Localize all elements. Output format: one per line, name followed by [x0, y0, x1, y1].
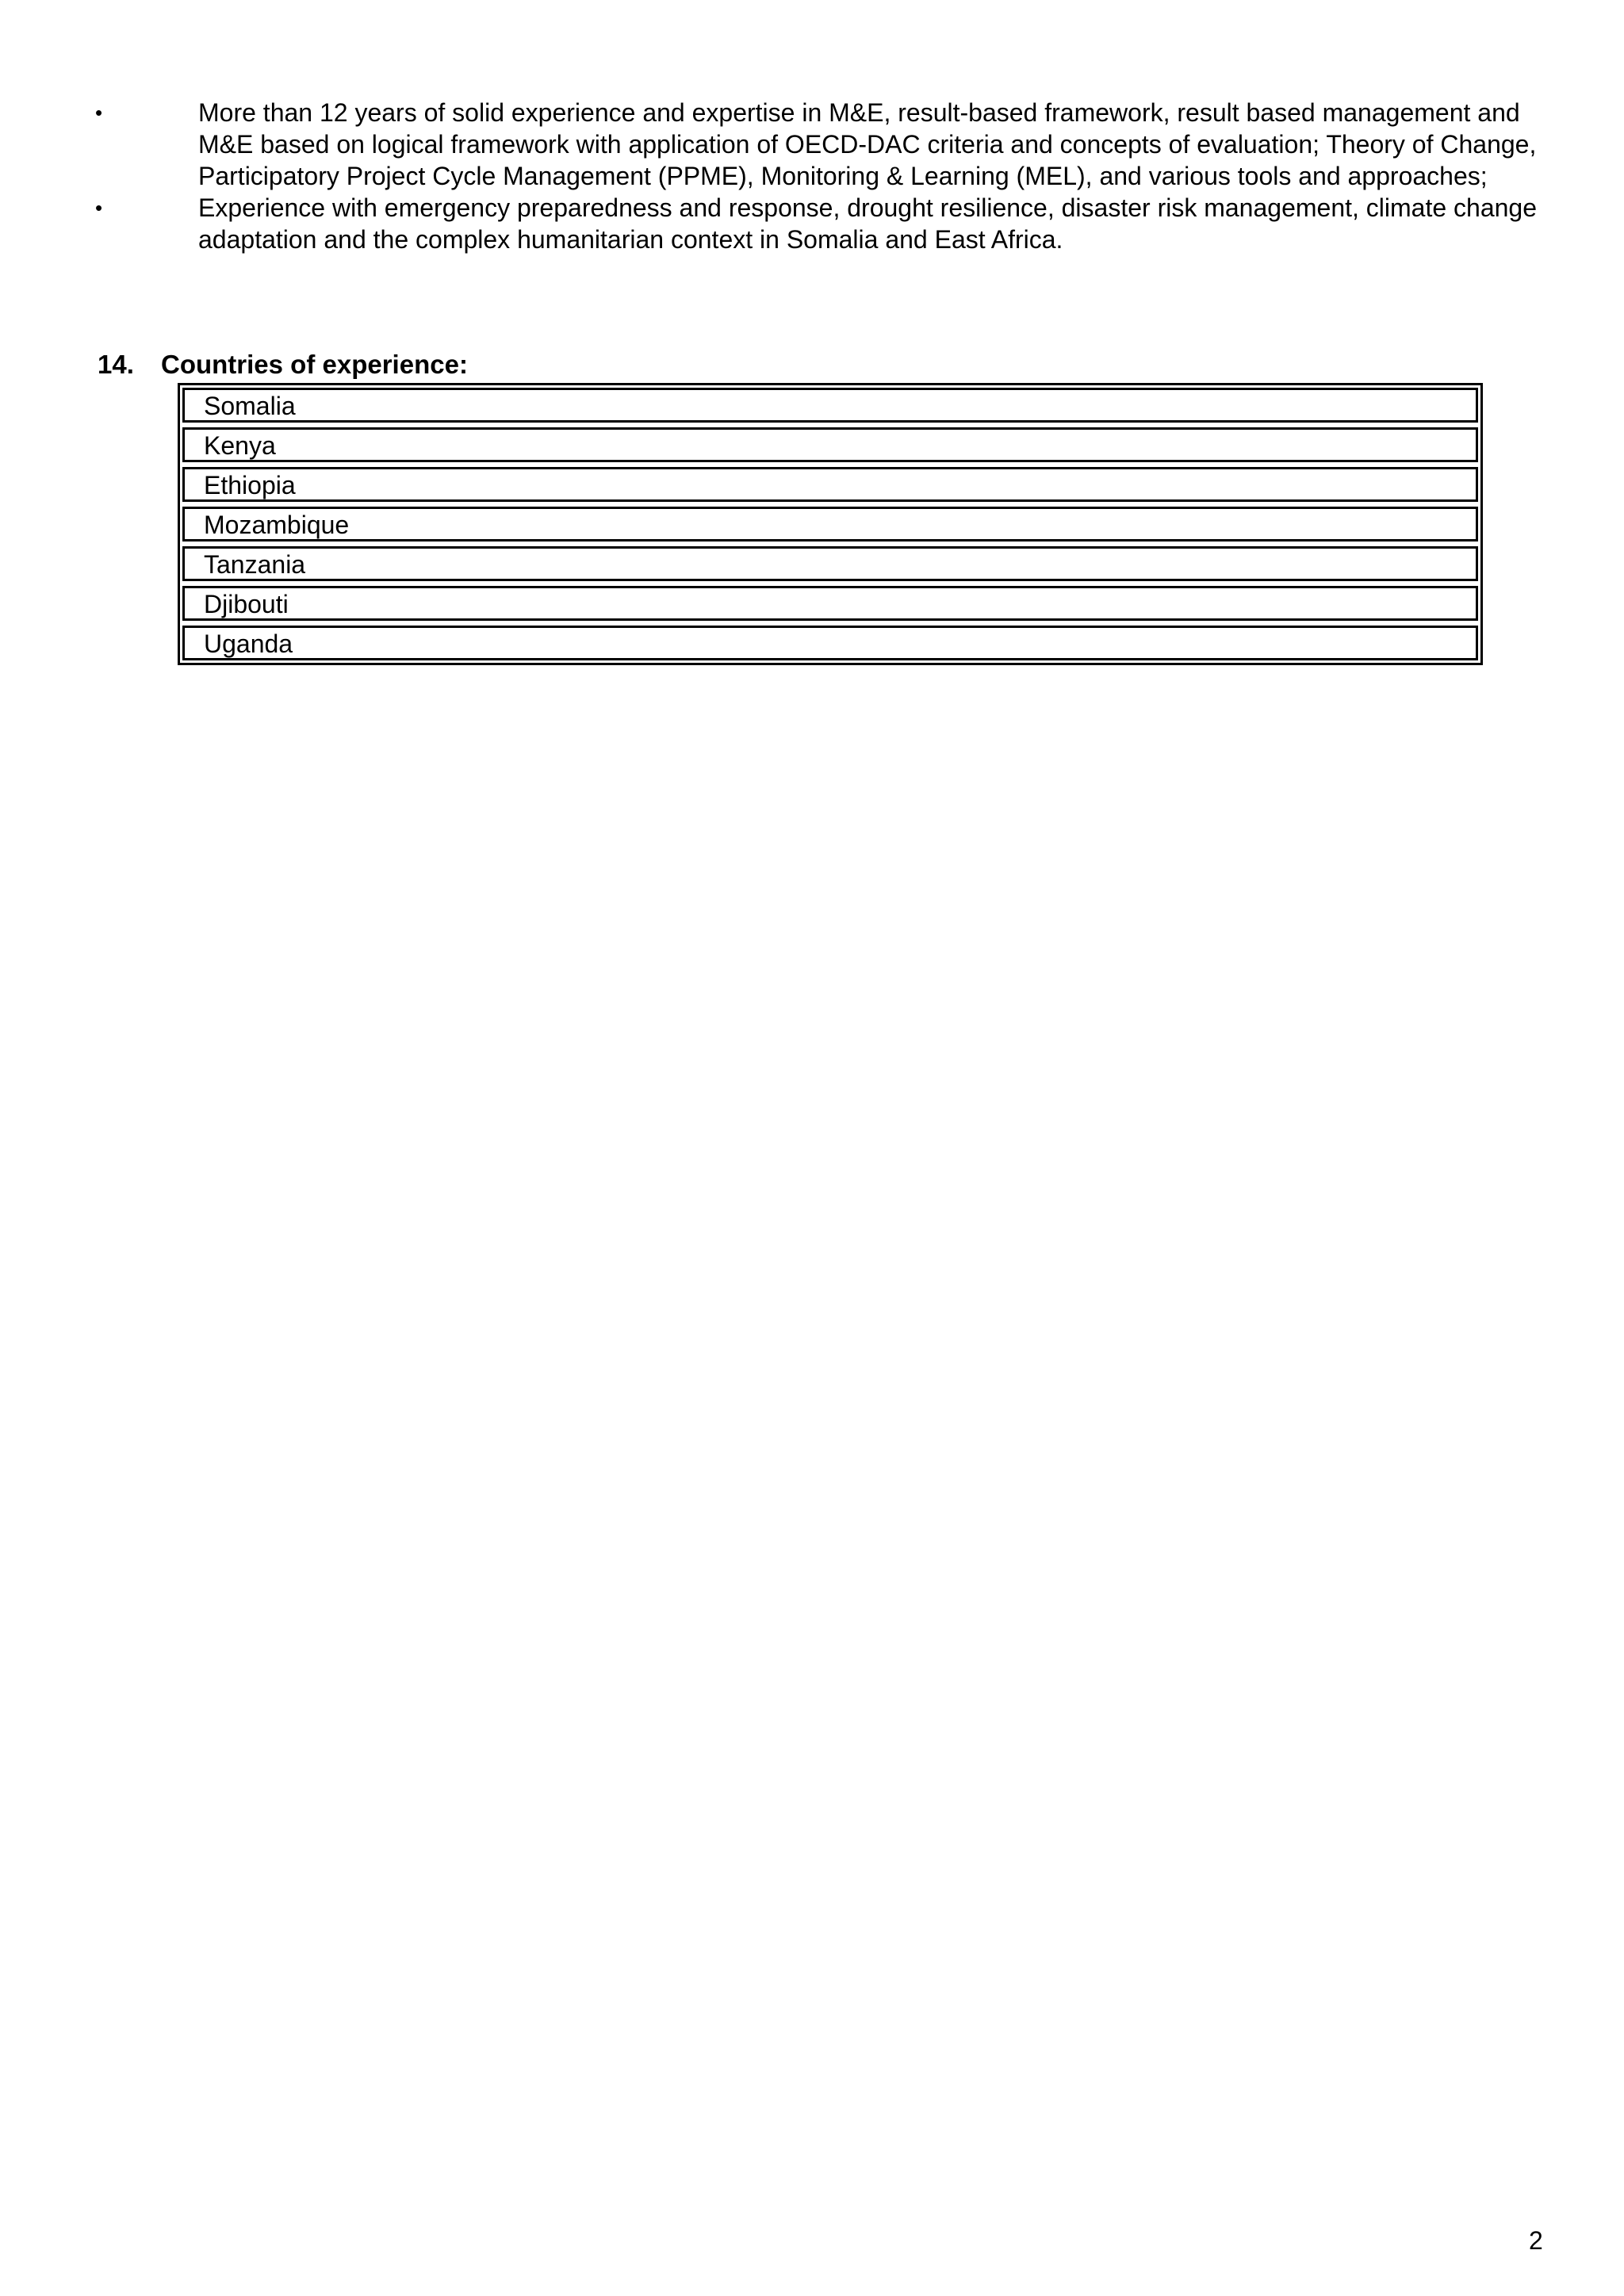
country-cell: Mozambique	[182, 507, 1478, 541]
bullet-text: Experience with emergency preparedness and response, drought resilience, disaster risk management, climate change adaptation and the complex humanitarian context in Somalia and East Africa.	[198, 193, 1538, 254]
section-heading	[98, 349, 468, 381]
country-cell: Kenya	[182, 427, 1478, 462]
countries-table	[178, 383, 1483, 665]
bullet-marker-icon: •	[95, 101, 103, 124]
bullet-text: More than 12 years of solid experience and expertise in M&E, result-based framework, result based management and M&E based on logical framework with application of OECD-DAC criteria and concepts of evaluation; Theory of Change, Participatory Project Cycle Management (PPME), Monitoring & Learning (MEL), and various tools and approaches;	[198, 98, 1537, 190]
country-cell: Somalia	[182, 388, 1478, 423]
country-cell: Uganda	[182, 626, 1478, 660]
bullet-marker-icon: •	[95, 196, 103, 220]
country-cell: Djibouti	[182, 586, 1478, 621]
section-number: 14.	[98, 350, 134, 379]
experience-bullet-list	[95, 97, 1554, 255]
bullet-item	[95, 192, 1554, 255]
country-cell: Tanzania	[182, 546, 1478, 581]
section-title: Countries of experience:	[161, 350, 468, 379]
page-number: 2	[1529, 2226, 1543, 2255]
country-cell: Ethiopia	[182, 467, 1478, 502]
bullet-item	[95, 97, 1554, 192]
